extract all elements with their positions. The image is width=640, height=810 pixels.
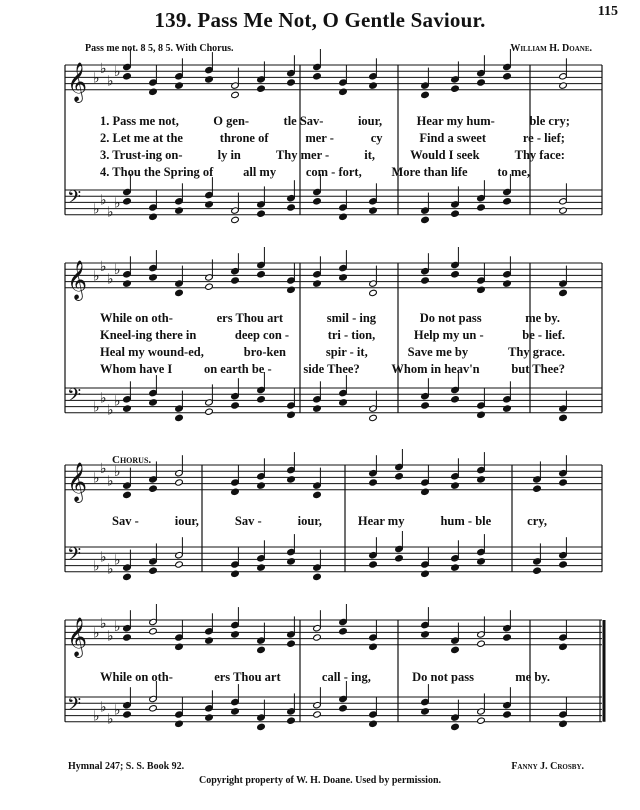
flat-icon: ♭ xyxy=(93,201,100,218)
bass-clef-icon: 𝄢 xyxy=(67,187,82,213)
flat-icon: ♭ xyxy=(114,64,121,81)
notehead xyxy=(257,85,266,92)
flat-icon: ♭ xyxy=(100,390,107,407)
notehead xyxy=(231,631,240,638)
lyric-fragment: More than life xyxy=(391,165,468,179)
notehead xyxy=(231,216,240,223)
notehead xyxy=(313,711,322,718)
chorus-label: Chorus. xyxy=(112,454,152,466)
copyright-notice: Copyright property of W. H. Doane. Used by permission. xyxy=(198,775,442,786)
notehead xyxy=(451,723,460,730)
notehead xyxy=(451,564,460,571)
lyric-fragment: Save me by xyxy=(407,345,469,359)
lyric-line-2-verse-3 xyxy=(100,345,565,360)
notehead xyxy=(287,476,296,483)
notehead xyxy=(339,88,348,95)
lyric-fragment: Whom have I xyxy=(100,362,173,376)
flat-icon: ♭ xyxy=(93,70,100,87)
lyric-fragment: While on oth- xyxy=(100,311,173,325)
notehead xyxy=(421,216,430,223)
flat-icon: ♭ xyxy=(93,399,100,416)
notehead xyxy=(477,79,486,86)
flat-icon: ♭ xyxy=(114,619,121,636)
lyric-fragment: 1. Pass me not, xyxy=(100,114,179,128)
flat-icon: ♭ xyxy=(100,61,107,78)
composer: William H. Doane. xyxy=(510,43,592,54)
notehead xyxy=(231,402,240,409)
notehead xyxy=(421,708,430,715)
notehead xyxy=(339,628,348,635)
flat-icon: ♭ xyxy=(100,259,107,276)
lyric-fragment: 4. Thou the Spring of xyxy=(100,165,214,179)
notehead xyxy=(395,473,404,480)
lyric-fragment: 2. Let me at the xyxy=(100,131,183,145)
notehead xyxy=(477,411,486,418)
lyric-fragment: com - fort, xyxy=(305,165,362,179)
notehead xyxy=(477,204,486,211)
treble-clef-icon: 𝄞 xyxy=(67,616,88,657)
notehead xyxy=(257,396,266,403)
treble-clef-icon: 𝄞 xyxy=(67,61,88,102)
notehead xyxy=(451,646,460,653)
notehead xyxy=(257,564,266,571)
notehead xyxy=(175,720,184,727)
notehead xyxy=(421,488,430,495)
lyric-line-2-verse-2 xyxy=(100,328,565,343)
lyric-fragment: Hear my hum- xyxy=(416,114,495,128)
notehead xyxy=(149,213,158,220)
lyric-fragment: Thy face: xyxy=(514,148,565,162)
flat-icon: ♭ xyxy=(100,461,107,478)
lyric-fragment: to me, xyxy=(497,165,530,179)
notehead xyxy=(477,558,486,565)
flat-icon: ♭ xyxy=(100,549,107,566)
notehead xyxy=(451,396,460,403)
flat-icon: ♭ xyxy=(100,192,107,209)
notehead xyxy=(231,488,240,495)
notehead xyxy=(175,207,184,214)
notehead xyxy=(257,646,266,653)
notehead xyxy=(503,711,512,718)
notehead xyxy=(123,573,132,580)
notehead xyxy=(451,85,460,92)
notehead xyxy=(503,73,512,80)
hymn-title: 139. Pass Me Not, O Gentle Saviour. xyxy=(154,8,486,32)
notehead xyxy=(369,561,378,568)
notehead xyxy=(503,634,512,641)
notehead xyxy=(123,634,132,641)
notehead xyxy=(533,567,542,574)
notehead xyxy=(231,277,240,284)
lyric-fragment: ers Thou art xyxy=(214,670,281,684)
chorus-line-2 xyxy=(100,670,550,685)
notehead xyxy=(149,567,158,574)
lyric-fragment: ly in xyxy=(217,148,241,162)
notehead xyxy=(339,213,348,220)
notehead xyxy=(149,628,158,635)
notehead xyxy=(205,76,214,83)
notehead xyxy=(339,705,348,712)
notehead xyxy=(313,573,322,580)
flat-icon: ♭ xyxy=(107,271,114,288)
tune-meter: Pass me not. 8 5, 8 5. With Chorus. xyxy=(85,43,234,54)
notehead xyxy=(421,277,430,284)
notehead xyxy=(287,204,296,211)
lyric-fragment: throne of xyxy=(219,131,269,145)
notehead xyxy=(205,201,214,208)
lyric-fragment: iour, xyxy=(357,114,383,128)
notehead xyxy=(287,640,296,647)
flat-icon: ♭ xyxy=(114,552,121,569)
notehead xyxy=(149,88,158,95)
lyric-fragment: mer - xyxy=(305,131,334,145)
lyric-fragment: Whom in heav'n xyxy=(391,362,480,376)
notehead xyxy=(559,720,568,727)
flat-icon: ♭ xyxy=(114,702,121,719)
lyric-fragment: 3. Trust-ing on- xyxy=(100,148,183,162)
notehead xyxy=(559,414,568,421)
notehead xyxy=(559,643,568,650)
lyric-fragment: Do not pass xyxy=(412,670,474,684)
lyric-fragment: iour, xyxy=(297,514,322,528)
lyric-fragment: it, xyxy=(364,148,376,162)
notehead xyxy=(205,283,214,290)
bass-clef-icon: 𝄢 xyxy=(67,385,82,411)
lyric-line-2-verse-1 xyxy=(100,311,560,326)
notehead xyxy=(313,634,322,641)
notehead xyxy=(257,271,266,278)
notehead xyxy=(175,82,184,89)
notehead xyxy=(123,280,132,287)
lyric-fragment: Kneel-ing there in xyxy=(100,328,197,342)
notehead xyxy=(395,555,404,562)
lyric-fragment: all my xyxy=(243,165,277,179)
lyric-fragment: While on oth- xyxy=(100,670,173,684)
notehead xyxy=(421,91,430,98)
chorus-line-1 xyxy=(112,514,547,529)
lyric-fragment: Find a sweet xyxy=(419,131,487,145)
notehead xyxy=(123,711,132,718)
notehead xyxy=(149,485,158,492)
notehead xyxy=(123,491,132,498)
notehead xyxy=(313,73,322,80)
flat-icon: ♭ xyxy=(93,625,100,642)
notehead xyxy=(421,570,430,577)
lyric-fragment: re - lief; xyxy=(522,131,565,145)
lyric-line-1-verse-2 xyxy=(100,131,565,146)
notehead xyxy=(149,705,158,712)
flat-icon: ♭ xyxy=(107,628,114,645)
lyric-fragment: Would I seek xyxy=(410,148,480,162)
lyricist: Fanny J. Crosby. xyxy=(511,761,584,772)
notehead xyxy=(421,631,430,638)
flat-icon: ♭ xyxy=(100,699,107,716)
notehead xyxy=(559,479,568,486)
notehead xyxy=(313,491,322,498)
notehead xyxy=(231,570,240,577)
notehead xyxy=(175,289,184,296)
flat-icon: ♭ xyxy=(93,268,100,285)
notehead xyxy=(205,637,214,644)
notehead xyxy=(369,207,378,214)
page-number: 115 xyxy=(597,4,618,19)
notehead xyxy=(477,286,486,293)
notehead xyxy=(369,82,378,89)
notehead xyxy=(149,399,158,406)
lyric-fragment: Sav - xyxy=(234,514,262,528)
flat-icon: ♭ xyxy=(107,711,114,728)
notehead xyxy=(287,558,296,565)
lyric-fragment: Do not pass xyxy=(419,311,482,325)
lyric-line-1-verse-4 xyxy=(100,165,530,180)
notehead xyxy=(231,708,240,715)
lyric-fragment: but Thee? xyxy=(511,362,565,376)
notehead xyxy=(559,561,568,568)
notehead xyxy=(313,280,322,287)
lyric-fragment: deep con - xyxy=(234,328,290,342)
notehead xyxy=(257,210,266,217)
notehead xyxy=(503,198,512,205)
flat-icon: ♭ xyxy=(114,464,121,481)
notehead xyxy=(313,198,322,205)
staff-lines xyxy=(65,65,602,722)
notehead xyxy=(339,399,348,406)
flat-icon: ♭ xyxy=(107,561,114,578)
notehead xyxy=(123,198,132,205)
notehead xyxy=(287,411,296,418)
lyric-fragment: hum - ble xyxy=(440,514,492,528)
notehead xyxy=(257,723,266,730)
notehead xyxy=(533,485,542,492)
hymnal-reference: Hymnal 247; S. S. Book 92. xyxy=(68,761,185,772)
notehead xyxy=(369,289,378,296)
lyric-fragment: Thy mer - xyxy=(275,148,330,162)
lyric-fragment: Help my un - xyxy=(413,328,484,342)
flat-icon: ♭ xyxy=(114,393,121,410)
bass-clef-icon: 𝄢 xyxy=(67,694,82,720)
notehead xyxy=(175,561,184,568)
notehead xyxy=(231,91,240,98)
notehead xyxy=(559,207,568,214)
lyric-fragment: on earth be - xyxy=(203,362,272,376)
lyric-fragment: ble cry; xyxy=(529,114,570,128)
lyric-fragment: Sav - xyxy=(112,514,139,528)
notehead xyxy=(123,73,132,80)
notehead xyxy=(287,717,296,724)
notehead xyxy=(257,482,266,489)
notehead xyxy=(451,482,460,489)
notehead xyxy=(339,274,348,281)
lyric-fragment: cry, xyxy=(527,514,547,528)
flat-icon: ♭ xyxy=(107,73,114,90)
notehead xyxy=(451,271,460,278)
notehead xyxy=(123,405,132,412)
notehead xyxy=(477,640,486,647)
notehead xyxy=(175,414,184,421)
notehead xyxy=(313,405,322,412)
lyric-fragment: Hear my xyxy=(357,514,405,528)
flat-icon: ♭ xyxy=(93,470,100,487)
notehead xyxy=(369,479,378,486)
lyric-fragment: me by. xyxy=(515,670,550,684)
lyric-fragment: tle Sav- xyxy=(283,114,324,128)
notehead xyxy=(287,79,296,86)
notehead xyxy=(205,408,214,415)
lyric-fragment: O gen- xyxy=(213,114,250,128)
bass-clef-icon: 𝄢 xyxy=(67,544,82,570)
notehead xyxy=(175,479,184,486)
treble-clef-icon: 𝄞 xyxy=(67,461,88,502)
flat-icon: ♭ xyxy=(93,708,100,725)
flat-icon: ♭ xyxy=(100,616,107,633)
notehead xyxy=(559,289,568,296)
notehead xyxy=(503,280,512,287)
notehead xyxy=(369,720,378,727)
lyric-line-2-verse-4 xyxy=(100,362,565,377)
flat-icon: ♭ xyxy=(107,473,114,490)
lyric-fragment: spir - it, xyxy=(325,345,368,359)
lyric-line-1-verse-3 xyxy=(100,148,565,163)
lyric-fragment: iour, xyxy=(174,514,199,528)
notehead xyxy=(205,714,214,721)
flat-icon: ♭ xyxy=(114,262,121,279)
lyric-line-1-verse-1 xyxy=(100,114,570,129)
notehead xyxy=(503,405,512,412)
lyric-fragment: cy xyxy=(370,131,383,145)
notehead xyxy=(175,643,184,650)
lyric-fragment: Heal my wound-ed, xyxy=(100,345,204,359)
flat-icon: ♭ xyxy=(107,402,114,419)
lyric-fragment: me by. xyxy=(525,311,560,325)
notehead xyxy=(477,717,486,724)
lyric-fragment: be - lief. xyxy=(522,328,565,342)
lyric-fragment: ers Thou art xyxy=(216,311,284,325)
lyric-fragment: bro-ken xyxy=(243,345,286,359)
flat-icon: ♭ xyxy=(114,195,121,212)
lyric-fragment: smil - ing xyxy=(326,311,377,325)
notehead xyxy=(369,414,378,421)
barlines xyxy=(65,65,604,722)
notehead xyxy=(421,402,430,409)
lyric-fragment: tri - tion, xyxy=(327,328,376,342)
lyric-fragment: call - ing, xyxy=(321,670,371,684)
lyric-fragment: Thy grace. xyxy=(508,345,565,359)
notehead xyxy=(559,82,568,89)
treble-clef-icon: 𝄞 xyxy=(67,259,88,300)
flat-icon: ♭ xyxy=(107,204,114,221)
notehead xyxy=(287,286,296,293)
notehead xyxy=(451,210,460,217)
flat-icon: ♭ xyxy=(93,558,100,575)
notehead xyxy=(477,476,486,483)
notehead xyxy=(369,643,378,650)
notehead xyxy=(149,274,158,281)
lyric-fragment: side Thee? xyxy=(303,362,360,376)
